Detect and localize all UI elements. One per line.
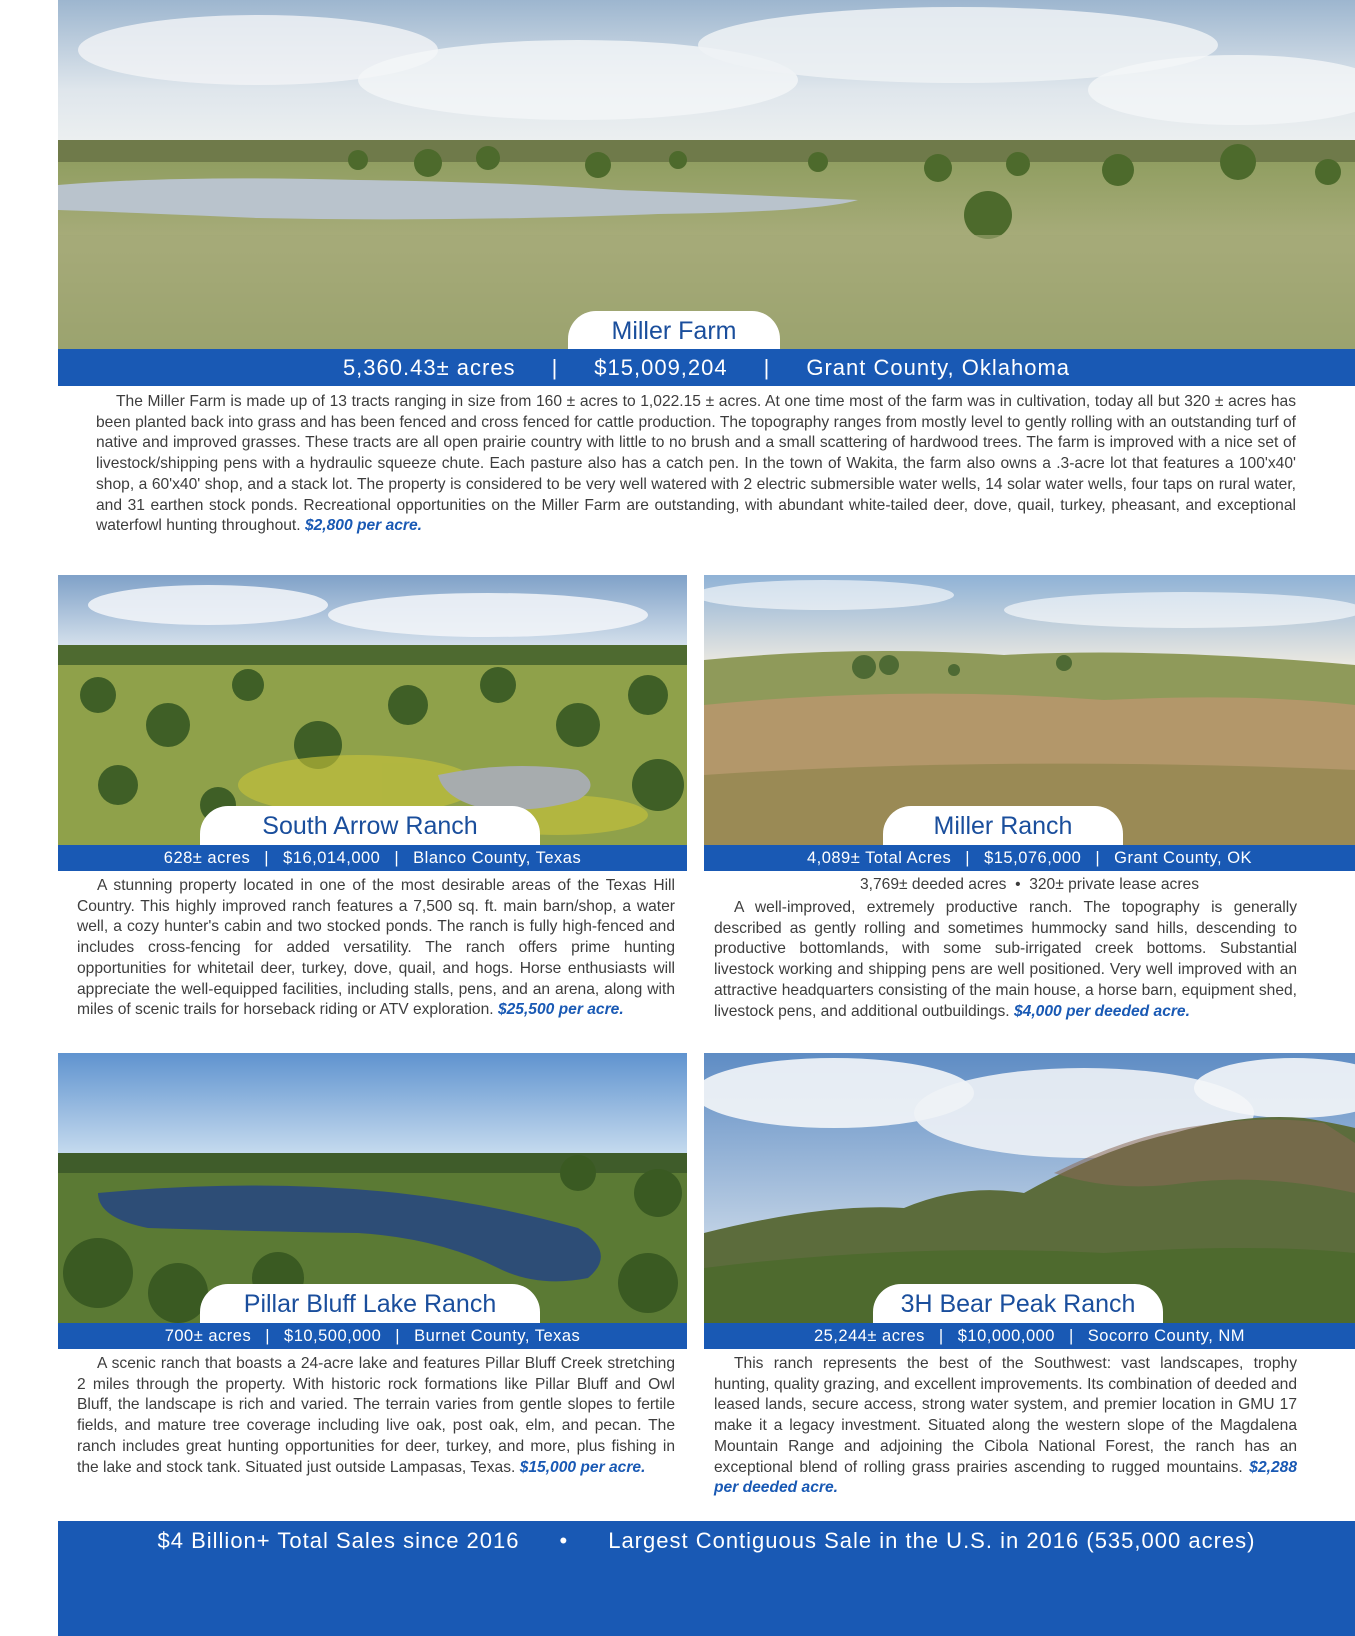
bear-peak-ranch-info-bar <box>704 1323 1355 1349</box>
bear-peak-ranch-description <box>714 1354 1297 1499</box>
separator: | <box>938 1327 944 1345</box>
pillar-bluff-lake-ranch-price: $10,500,000 <box>284 1327 382 1345</box>
miller-farm-info-bar <box>58 349 1355 386</box>
miller-ranch-info-bar <box>704 845 1355 871</box>
bear-peak-ranch-price: $10,000,000 <box>957 1327 1055 1345</box>
separator: | <box>763 355 771 380</box>
pillar-bluff-lake-ranch-acres: 700± acres <box>164 1327 252 1345</box>
pillar-bluff-lake-ranch-price-per-acre: $15,000 per acre. <box>519 1458 646 1476</box>
bear-peak-ranch-title: 3H Bear Peak Ranch <box>873 1284 1163 1324</box>
miller-farm-location: Grant County, Oklahoma <box>806 355 1071 380</box>
pillar-bluff-lake-ranch-info-bar <box>58 1323 687 1349</box>
pillar-bluff-lake-ranch-description-text: A scenic ranch that boasts a 24-acre lake and features Pillar Bluff Creek stretching 2 miles through the property. With historic rock formations like Pillar Bluff and Owl Bluff, the landscape is rich and varied. The terrain varies from gentle slopes to fertile fields, and mature tree coverage including live oak, post oak, elm, and pecan. The ranch includes great hunting opportunities for deer, turkey, and more, plus fishing in the lake and stock tank. Situated just outside Lampasas, Texas. <box>77 1355 675 1476</box>
miller-farm-price-per-acre: $2,800 per acre. <box>304 517 422 535</box>
miller-ranch-price: $15,076,000 <box>984 849 1082 867</box>
miller-ranch-title: Miller Ranch <box>883 806 1123 846</box>
footer-largest-sale: Largest Contiguous Sale in the U.S. in 2016 (535,000 acres) <box>608 1528 1256 1553</box>
footer-text <box>58 1521 1355 1561</box>
south-arrow-ranch-info-bar <box>58 845 687 871</box>
pillar-bluff-lake-ranch-description <box>77 1354 675 1478</box>
bear-peak-ranch-location: Socorro County, NM <box>1087 1327 1246 1345</box>
separator: | <box>965 849 971 867</box>
footer-bullet: • <box>559 1528 569 1553</box>
south-arrow-ranch-description-text: A stunning property located in one of the most desirable areas of the Texas Hill Country. This highly improved ranch features a 7,500 sq. ft. main barn/shop, a water well, a cozy hunter's cabin and two stocked ponds. The ranch is fully high-fenced and includes cross-fencing for added versatility. The ranch offers prime hunting opportunities for whitetail deer, turkey, dove, quail, and hogs. Horse enthusiasts will appreciate the well-equipped facilities, including stalls, pens, and an arena, along with miles of scenic trails for horseback riding or ATV exploration. <box>77 877 675 1019</box>
separator: | <box>394 849 400 867</box>
miller-farm-photo <box>58 0 1355 349</box>
miller-ranch-price-per-acre: $4,000 per deeded acre. <box>1013 1002 1190 1020</box>
separator: | <box>264 849 270 867</box>
miller-ranch-location: Grant County, OK <box>1114 849 1253 867</box>
south-arrow-ranch-description <box>77 876 675 1021</box>
separator: | <box>1068 1327 1074 1345</box>
bear-peak-ranch-description-text: This ranch represents the best of the Southwest: vast landscapes, trophy hunting, quality grazing, and excellent improvements. Its combination of deeded and leased lands, secure access, strong water system, and premier location in GMU 17 make it a legacy investment. Situated along the western slope of the Magdalena Mountain Range and adjoining the Cibola National Forest, the ranch has an exceptional blend of rolling grass prairies ascending to rugged mountains. <box>714 1355 1297 1476</box>
separator: | <box>1095 849 1101 867</box>
bear-peak-ranch-price-per-acre: $2,288 per deeded acre. <box>714 1458 1297 1497</box>
bear-peak-ranch-acres: 25,244± acres <box>813 1327 925 1345</box>
south-arrow-ranch-price: $16,014,000 <box>283 849 381 867</box>
pillar-bluff-lake-ranch-title: Pillar Bluff Lake Ranch <box>200 1284 540 1324</box>
pillar-bluff-lake-ranch-photo <box>58 1053 687 1323</box>
miller-farm-acres: 5,360.43± acres <box>342 355 516 380</box>
bear-peak-ranch-photo <box>704 1053 1355 1323</box>
separator: | <box>551 355 559 380</box>
pillar-bluff-lake-ranch-location: Burnet County, Texas <box>414 1327 581 1345</box>
south-arrow-ranch-acres: 628± acres <box>163 849 251 867</box>
separator: | <box>265 1327 271 1345</box>
miller-ranch-description <box>714 898 1297 1022</box>
miller-ranch-acres: 4,089± Total Acres <box>806 849 952 867</box>
south-arrow-ranch-location: Blanco County, Texas <box>413 849 582 867</box>
south-arrow-ranch-photo <box>58 575 687 845</box>
separator: | <box>395 1327 401 1345</box>
miller-ranch-subline: 3,769± deeded acres • 320± private lease acres <box>860 876 1199 893</box>
footer-band <box>58 1521 1355 1636</box>
south-arrow-ranch-price-per-acre: $25,500 per acre. <box>497 1001 624 1019</box>
miller-farm-description-text: The Miller Farm is made up of 13 tracts ranging in size from 160 ± acres to 1,022.15 ± acres. At one time most of the farm was in cultivation, today all but 320 ± acres has been planted back into grass and has been fenced and cross fenced for cattle production. The topography ranges from mostly level to gently rolling with an outstanding turf of native and improved grasses. These tracts are all open prairie country with little to no brush and a small scattering of hardwood trees. The farm is improved with a nice set of livestock/shipping pens with a hydraulic squeeze chute. Each pasture also has a catch pen. In the town of Wakita, the farm also owns a .3-acre lot that features a 100'x40' shop, a 60'x40' shop, and a stack lot. The property is considered to be very well watered with 2 electric submersible water wells, 14 solar water wells, four taps on rural water, and 31 earthen stock ponds. Recreational opportunities on the Miller Farm are outstanding, with abundant white-tailed deer, dove, quail, turkey, pheasant, and exceptional waterfowl hunting throughout. <box>96 393 1296 535</box>
miller-ranch-photo <box>704 575 1355 845</box>
miller-ranch-description-text: A well-improved, extremely productive ranch. The topography is generally described as gently rolling and sometimes hummocky sand hills, descending to productive bottomlands, with some sub-irrigated creek bottoms. Substantial livestock working and shipping pens are well positioned. Very well improved with an attractive headquarters consisting of the main house, a horse barn, equipment shed, livestock pens, and additional outbuildings. <box>714 899 1297 1020</box>
south-arrow-ranch-title: South Arrow Ranch <box>200 806 540 846</box>
miller-farm-price: $15,009,204 <box>594 355 728 380</box>
miller-farm-title: Miller Farm <box>568 311 780 351</box>
footer-total-sales: $4 Billion+ Total Sales since 2016 <box>157 1528 520 1553</box>
miller-farm-description <box>96 392 1296 537</box>
